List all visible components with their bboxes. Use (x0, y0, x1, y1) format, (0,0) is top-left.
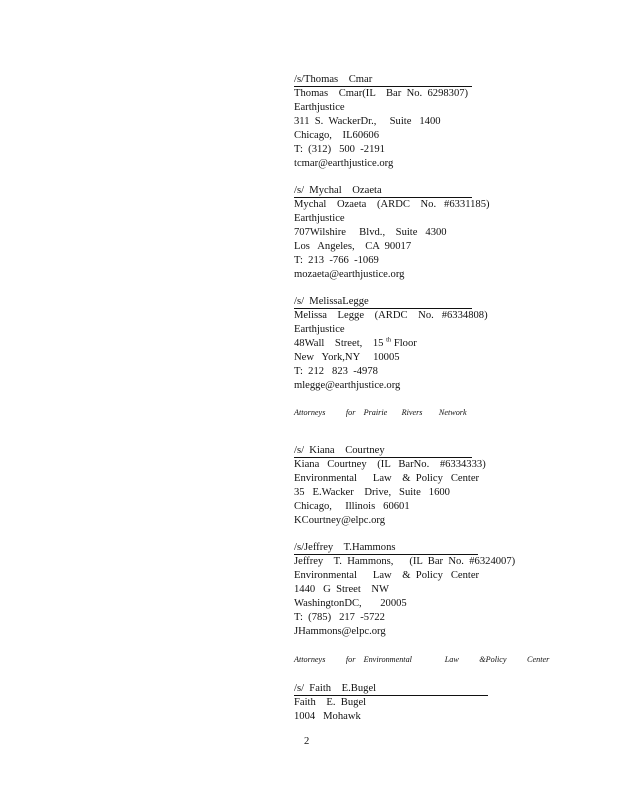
ordinal-suffix: th (386, 336, 392, 344)
signature-block-legge (294, 295, 488, 392)
city-state-zip: New York,NY 10005 (294, 351, 400, 363)
signature-line: /s/ MelissaLegge (294, 296, 472, 309)
street-address: 1004 Mohawk (294, 710, 361, 722)
organization: Earthjustice (294, 101, 345, 113)
organization: Earthjustice (294, 212, 345, 224)
page-number: 2 (304, 736, 310, 747)
attorneys-for-elpc: Attorneys for Environmental Law &Policy Center (294, 655, 550, 664)
attorney-name: Mychal Ozaeta (ARDC No. #6331185) (294, 199, 490, 210)
attorney-name: Jeffrey T. Hammons, (IL Bar No. #6324007) (294, 556, 516, 567)
attorney-name: Melissa Legge (ARDC No. #6334808) (294, 310, 488, 321)
email-address: mozaeta@earthjustice.org (294, 268, 405, 280)
phone-number: T: (312) 500 -2191 (294, 143, 385, 155)
attorney-name: Faith E. Bugel (294, 697, 367, 708)
city-state-zip: WashingtonDC, 20005 (294, 597, 407, 609)
signature-line: /s/Jeffrey T.Hammons (294, 542, 478, 555)
organization: Environmental Law & Policy Center (294, 472, 480, 484)
signature-line: /s/ Mychal Ozaeta (294, 185, 472, 198)
signature-block-hammons (294, 541, 515, 638)
phone-number: T: 213 -766 -1069 (294, 254, 379, 266)
attorney-name: Kiana Courtney (IL BarNo. #6334333) (294, 459, 486, 470)
email-address: tcmar@earthjustice.org (294, 157, 394, 169)
organization: Environmental Law & Policy Center (294, 569, 480, 581)
attorneys-for-prairie-rivers: Attorneys for Prairie Rivers Network (294, 408, 467, 417)
signature-block-cmar (294, 73, 472, 170)
city-state-zip: Chicago, Illinois 60601 (294, 500, 410, 512)
city-state-zip: Chicago, IL60606 (294, 129, 380, 141)
street-address: 35 E.Wacker Drive, Suite 1600 (294, 486, 450, 498)
email-address: mlegge@earthjustice.org (294, 379, 401, 391)
organization: Earthjustice (294, 323, 345, 335)
city-state-zip: Los Angeles, CA 90017 (294, 240, 412, 252)
phone-number: T: 212 823 -4978 (294, 365, 378, 377)
signature-line: /s/Thomas Cmar (294, 74, 472, 87)
signature-block-courtney (294, 444, 486, 528)
attorney-name: Thomas Cmar(IL Bar No. 6298307) (294, 88, 469, 99)
signature-line: /s/ Kiana Courtney (294, 445, 472, 458)
street-address (294, 337, 488, 351)
email-address: JHammons@elpc.org (294, 625, 386, 637)
street-address-main: 48Wall Street, 15 (294, 337, 387, 349)
street-address: 707Wilshire Blvd., Suite 4300 (294, 226, 447, 238)
street-address: 311 S. WackerDr., Suite 1400 (294, 115, 441, 127)
signature-block-ozaeta (294, 184, 490, 281)
street-address: 1440 G Street NW (294, 583, 390, 595)
email-address: KCourtney@elpc.org (294, 514, 386, 526)
signature-block-bugel (294, 682, 488, 724)
street-address-floor: Floor (391, 337, 417, 349)
signature-line: /s/ Faith E.Bugel (294, 683, 488, 696)
phone-number: T: (785) 217 -5722 (294, 611, 385, 623)
